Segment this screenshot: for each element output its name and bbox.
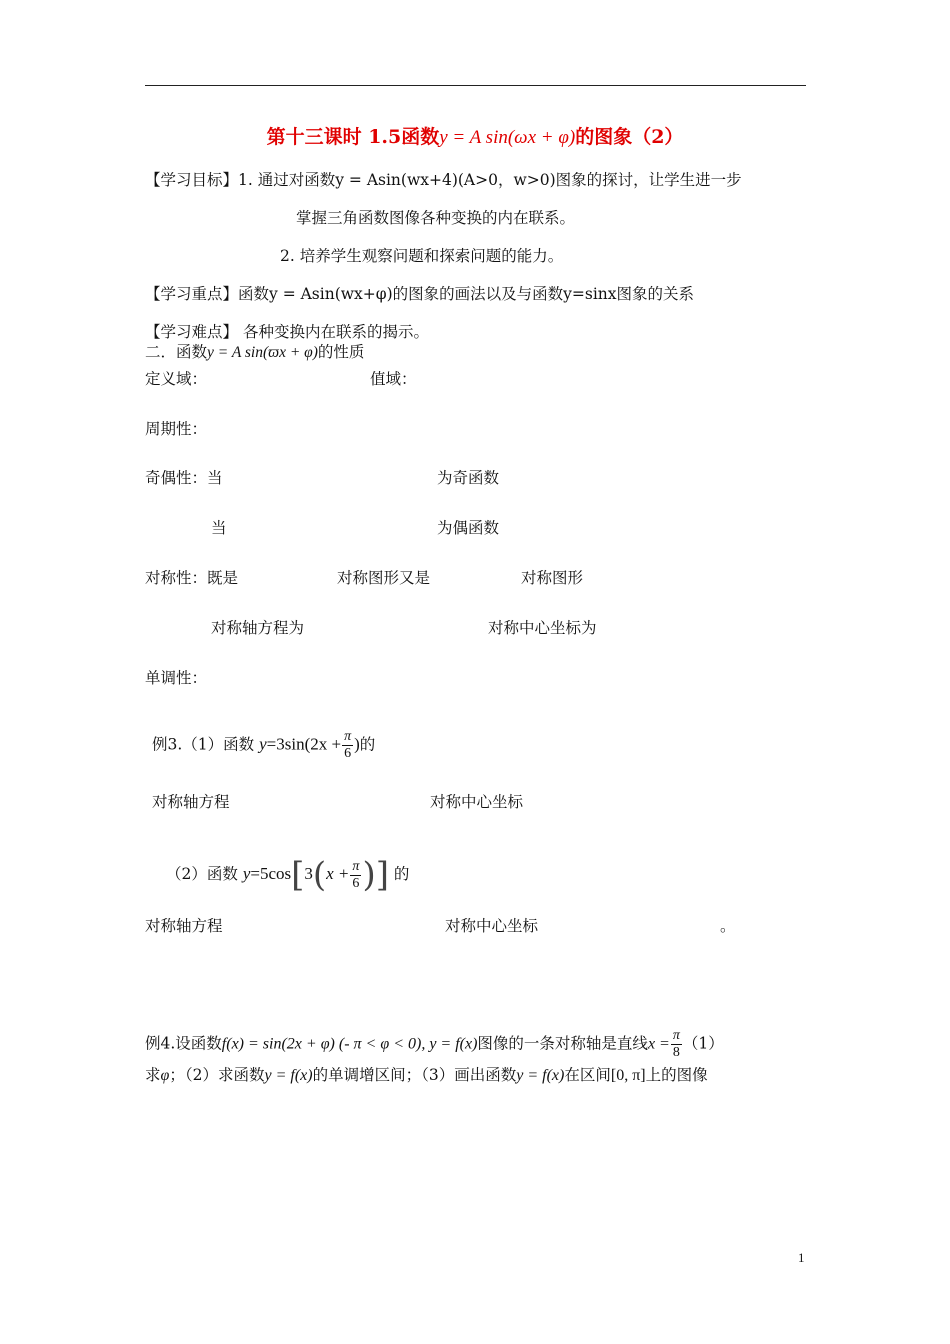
example-3-part-2 — [166, 855, 410, 895]
ex4-l2-interval: [0, π] — [610, 1067, 646, 1084]
ex4-label: 例4.设函数 — [145, 1034, 222, 1053]
goals-line-1 — [145, 170, 742, 190]
ex3-fraction-den: 6 — [344, 746, 352, 761]
ex4-l2-formula-1: y = f(x) — [264, 1067, 313, 1084]
ex3-fraction — [342, 729, 353, 762]
ex3-axis-label: 对称轴方程 — [152, 793, 230, 811]
page-title — [0, 122, 950, 149]
ex4-l2-phi: φ — [160, 1067, 170, 1084]
example-4-line-2 — [145, 1065, 708, 1086]
title-suffix: 的图象（2） — [575, 126, 684, 148]
ex3-2-period-mark: 。 — [720, 917, 736, 935]
ex4-l2-e: 上的图像 — [645, 1066, 708, 1084]
ex3-2-center-label: 对称中心坐标 — [445, 917, 539, 935]
parity-label: 奇偶性：当 — [145, 469, 223, 487]
header-rule — [145, 85, 806, 86]
section-2-heading — [145, 342, 364, 363]
ex3-2-fraction-den: 6 — [352, 875, 360, 891]
symmetry-mid: 对称图形又是 — [337, 569, 431, 587]
ex4-fraction-den: 8 — [672, 1045, 680, 1060]
axis-equation-label: 对称轴方程为 — [211, 619, 305, 637]
ex4-l2-c: 的单调增区间；（3）画出函数 — [312, 1066, 517, 1084]
title-prefix: 第十三课时 1.5函数 — [266, 126, 440, 148]
symmetry-label: 对称性：既是 — [145, 569, 239, 587]
ex4-part-1-label: （1） — [682, 1034, 724, 1053]
goals-label: 【学习目标】 — [145, 171, 239, 189]
key-points — [145, 284, 694, 304]
example-3-part-1 — [152, 729, 375, 762]
ex3-2-x: x + — [326, 864, 350, 883]
section-2-formula: y = A sin(ϖx + φ) — [207, 344, 318, 361]
ex3-2-formula-lhs: y — [242, 864, 251, 883]
ex4-l2-a: 求 — [145, 1066, 161, 1084]
ex4-text: 图像的一条对称轴是直线 — [477, 1034, 648, 1053]
goals-item-2: 2. 培养学生观察问题和探索问题的能力。 — [280, 247, 564, 265]
ex4-x-eq: x = — [647, 1035, 670, 1053]
when-label: 当 — [211, 519, 227, 537]
ex3-2-paren-open: ( — [312, 855, 327, 895]
difficulties-label: 【学习难点】 — [145, 323, 239, 341]
key-points-label: 【学习重点】 — [145, 285, 239, 303]
ex3-suffix: 的 — [359, 735, 376, 754]
section-2-suffix: 的性质 — [317, 343, 365, 361]
difficulties — [145, 322, 429, 342]
ex4-l2-b: ；（2）求函数 — [169, 1066, 265, 1084]
example-4-line-1 — [145, 1028, 724, 1061]
ex4-l2-d: 在区间 — [564, 1066, 611, 1084]
center-coord-label: 对称中心坐标为 — [488, 619, 597, 637]
ex3-2-paren-close: ) — [362, 855, 376, 895]
key-points-text: 函数y = Asin(wx+φ)的图象的画法以及与函数y=sinx图象的关系 — [238, 285, 695, 303]
range-label: 值域： — [370, 370, 417, 388]
domain-label: 定义域： — [145, 370, 208, 388]
section-2-prefix: 二．函数 — [145, 343, 208, 361]
ex3-2-bracket-open: [ — [291, 855, 305, 895]
ex3-formula-close: ) — [354, 734, 360, 754]
symmetry-end: 对称图形 — [521, 569, 584, 587]
example-3-label: 例3.（1）函数 — [152, 735, 255, 754]
odd-function-label: 为奇函数 — [437, 469, 500, 487]
ex4-l2-formula-2: y = f(x) — [516, 1067, 565, 1084]
ex3-formula-body: =3sin(2x + — [266, 734, 342, 754]
ex3-2-axis-label: 对称轴方程 — [145, 917, 223, 935]
page-number: 1 — [798, 1250, 805, 1265]
ex3-part-2-label: （2）函数 — [166, 865, 238, 883]
ex3-2-bracket-close: ] — [375, 855, 389, 895]
ex3-2-suffix: 的 — [393, 865, 410, 883]
ex3-2-fraction-num: π — [352, 858, 360, 874]
goals-line-1-cont: 掌握三角函数图像各种变换的内在联系。 — [296, 209, 576, 227]
monotonic-label: 单调性： — [145, 669, 208, 687]
ex3-center-label: 对称中心坐标 — [430, 793, 524, 811]
title-formula: y = A sin(ωx + φ) — [439, 127, 576, 148]
ex3-formula-lhs: y — [259, 734, 267, 754]
ex4-fraction-num: π — [672, 1028, 680, 1043]
ex3-2-three: 3 — [304, 864, 313, 883]
difficulties-text: 各种变换内在联系的揭示。 — [238, 323, 429, 341]
period-label: 周期性： — [145, 420, 208, 438]
ex3-2-fraction — [350, 859, 361, 892]
goals-item-1: 1. 通过对函数y = Asin(wx+4)(A>0，w>0)图象的探讨，让学生进一步 — [238, 171, 742, 189]
ex4-fraction — [671, 1028, 682, 1061]
ex3-2-formula-body: =5cos — [250, 864, 292, 883]
even-function-label: 为偶函数 — [437, 519, 500, 537]
ex4-formula: f(x) = sin(2x + φ) (- π < φ < 0), y = f(x) — [221, 1035, 478, 1053]
ex3-fraction-num: π — [344, 729, 352, 744]
